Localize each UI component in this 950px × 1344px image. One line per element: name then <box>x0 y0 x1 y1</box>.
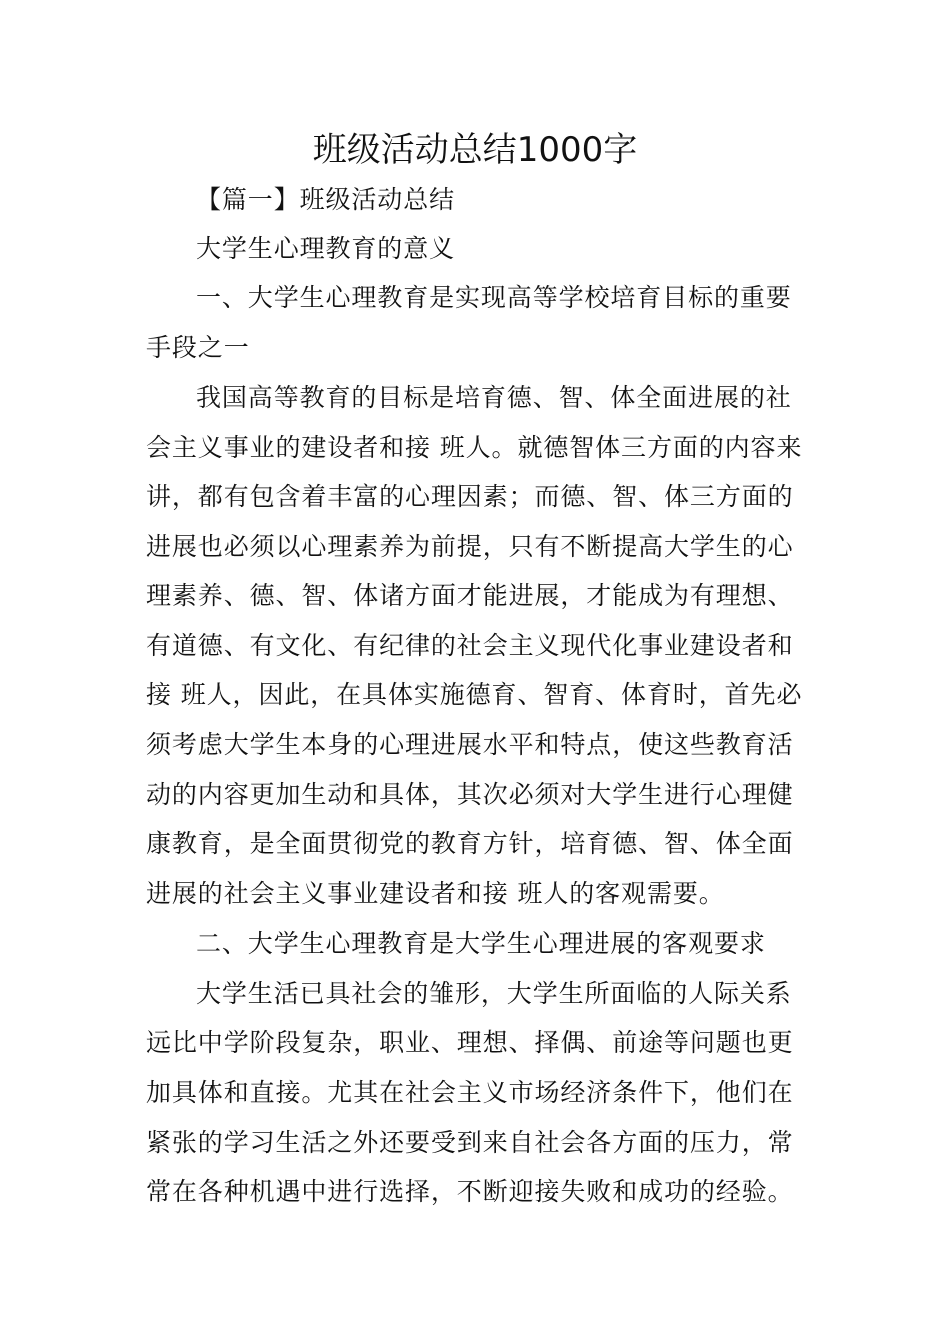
paragraph-line: 康教育，是全面贯彻党的教育方针，培育德、智、体全面 <box>146 829 794 858</box>
paragraph-line: 理素养、德、智、体诸方面才能进展，才能成为有理想、 <box>146 581 794 610</box>
paragraph-line: 讲，都有包含着丰富的心理因素；而德、智、体三方面的 <box>146 482 794 511</box>
paragraph-line: 加具体和直接。尤其在社会主义市场经济条件下，他们在 <box>146 1078 794 1107</box>
paragraph-line: 大学生活已具社会的雏形，大学生所面临的人际关系 <box>196 979 792 1008</box>
paragraph-line: 远比中学阶段复杂，职业、理想、择偶、前途等问题也更 <box>146 1028 794 1057</box>
paragraph-line: 接 班人，因此，在具体实施德育、智育、体育时，首先必 <box>146 680 803 709</box>
paragraph-line: 动的内容更加生动和具体，其次必须对大学生进行心理健 <box>146 780 794 809</box>
paragraph-line: 手段之一 <box>146 333 250 362</box>
paragraph-line: 进展也必须以心理素养为前提，只有不断提高大学生的心 <box>146 532 794 561</box>
paragraph-line: 会主义事业的建设者和接 班人。就德智体三方面的内容来 <box>146 433 803 462</box>
paragraph-line: 常在各种机遇中进行选择，不断迎接失败和成功的经验。 <box>146 1177 794 1206</box>
subheading: 大学生心理教育的意义 <box>196 234 456 263</box>
paragraph-line: 进展的社会主义事业建设者和接 班人的客观需要。 <box>146 879 725 908</box>
paragraph-line: 一、大学生心理教育是实现高等学校培育目标的重要 <box>196 283 792 312</box>
paragraph-line: 须考虑大学生本身的心理进展水平和特点，使这些教育活 <box>146 730 794 759</box>
subheading: 二、大学生心理教育是大学生心理进展的客观要求 <box>196 929 766 958</box>
paragraph-line: 我国高等教育的目标是培育德、智、体全面进展的社 <box>196 383 792 412</box>
section-heading: 【篇一】班级活动总结 <box>196 185 456 214</box>
document-title: 班级活动总结1000字 <box>312 130 638 170</box>
paragraph-line: 紧张的学习生活之外还要受到来自社会各方面的压力，常 <box>146 1128 794 1157</box>
paragraph-line: 有道德、有文化、有纪律的社会主义现代化事业建设者和 <box>146 631 794 660</box>
